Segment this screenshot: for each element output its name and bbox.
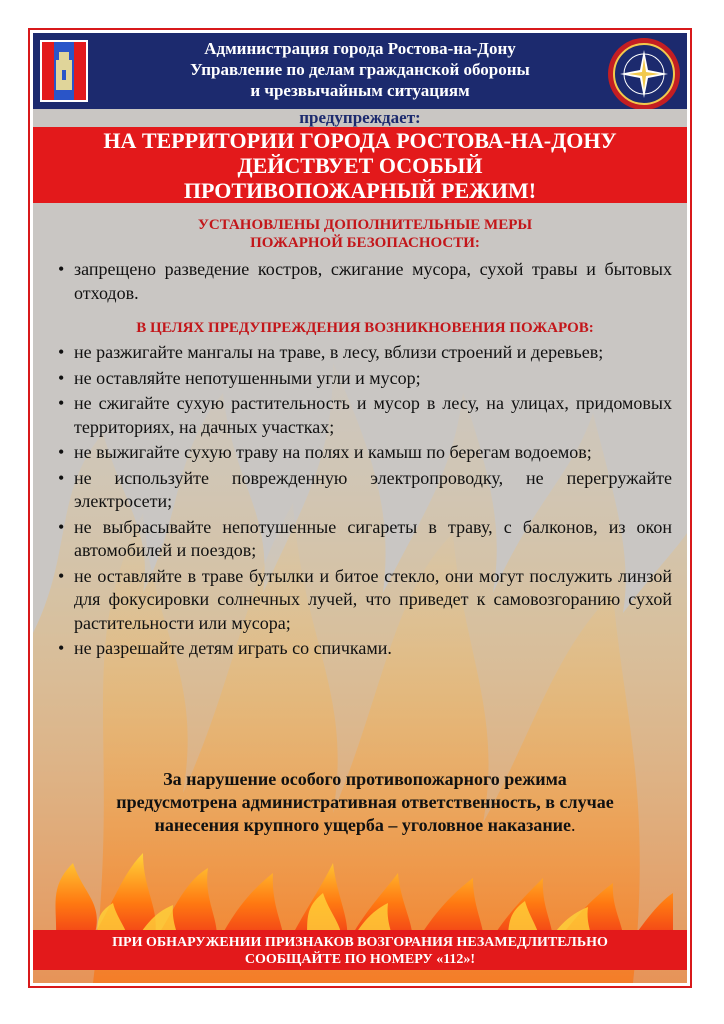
header-line-3: и чрезвычайным ситуациям — [250, 81, 470, 100]
list-item-text: не используйте поврежденную электропроводку, не перегружайте электросети; — [74, 467, 672, 511]
footer-line-1: ПРИ ОБНАРУЖЕНИИ ПРИЗНАКОВ ВОЗГОРАНИЯ НЕЗАМЕДЛИТЕЛЬНО — [112, 935, 608, 950]
list-item-text: не разрешайте детям играть со спичками. — [74, 638, 392, 658]
list-item-text: не выжигайте сухую траву на полях и камыш по берегам водоемов; — [74, 442, 592, 462]
list-item-text: не оставляйте в траве бутылки и битое стекло, они могут послужить линзой для фокусировки солнечных лучей, что приведет к самовозгоранию сухой растительности или мусора; — [74, 565, 672, 633]
poster-frame — [28, 28, 692, 988]
section1-heading-line-1: УСТАНОВЛЕНЫ ДОПОЛНИТЕЛЬНЫЕ МЕРЫ — [197, 217, 533, 233]
list-item: • не выжигайте сухую траву на полях и камыш по берегам водоемов; — [58, 442, 592, 462]
list-item: • запрещено разведение костров, сжигание мусора, сухой травы и бытовых отходов. — [58, 259, 672, 303]
header-line-2: Управление по делам гражданской обороны — [190, 60, 530, 79]
penalty-line-1: За нарушение особого противопожарного режима — [163, 769, 567, 789]
list-item: • не оставляйте в траве бутылки и битое стекло, они могут послужить линзой для фокусировки солнечных лучей, что приведет к самовозгоранию сухой растительности или мусора; — [58, 565, 672, 633]
list-item-text: не выбрасывайте непотушенные сигареты в траву, с балконов, из окон автомобилей и поездов; — [74, 516, 672, 560]
list-item: • не сжигайте сухую растительность и мусор в лесу, на улицах, придомовых территориях, на дачных участках; — [58, 393, 672, 437]
list-item-text: не сжигайте сухую растительность и мусор в лесу, на улицах, придомовых территориях, на дачных участках; — [74, 393, 672, 437]
footer-line-2: СООБЩАЙТЕ ПО НОМЕРУ «112»! — [244, 952, 476, 967]
list-item: • не используйте поврежденную электропроводку, не перегружайте электросети; — [58, 467, 672, 511]
list-item: • не разжигайте мангалы на траве, в лесу, вблизи строений и деревьев; — [58, 342, 604, 362]
banner-line-2: ДЕЙСТВУЕТ ОСОБЫЙ — [237, 153, 483, 178]
penalty-period: . — [571, 815, 576, 835]
warns-caption: предупреждает: — [33, 109, 687, 129]
list-item-text: не оставляйте непотушенными угли и мусор; — [74, 367, 421, 388]
list-item-text: не разжигайте мангалы на траве, в лесу, вблизи строений и деревьев; — [74, 342, 604, 362]
section2-heading: В ЦЕЛЯХ ПРЕДУПРЕЖДЕНИЯ ВОЗНИКНОВЕНИЯ ПОЖАРОВ: — [136, 320, 594, 336]
section1-heading-line-2: ПОЖАРНОЙ БЕЗОПАСНОСТИ: — [250, 235, 480, 251]
list-item: • не выбрасывайте непотушенные сигареты в траву, с балконов, из окон автомобилей и поездов; — [58, 516, 672, 560]
banner-line-1: НА ТЕРРИТОРИИ ГОРОДА РОСТОВА-НА-ДОНУ — [103, 128, 617, 153]
banner-line-3: ПРОТИВОПОЖАРНЫЙ РЕЖИМ! — [183, 178, 537, 203]
list-item: • не разрешайте детям играть со спичками. — [58, 638, 392, 658]
penalty-line-3: нанесения крупного ущерба – уголовное наказание — [154, 815, 572, 835]
list-item-text: запрещено разведение костров, сжигание мусора, сухой травы и бытовых отходов. — [74, 259, 672, 303]
penalty-line-2: предусмотрена административная ответственность, в случае — [116, 792, 614, 812]
list-item: • не оставляйте непотушенными угли и мусор; — [58, 367, 421, 388]
header-line-1: Администрация города Ростова-на-Дону — [204, 39, 516, 58]
